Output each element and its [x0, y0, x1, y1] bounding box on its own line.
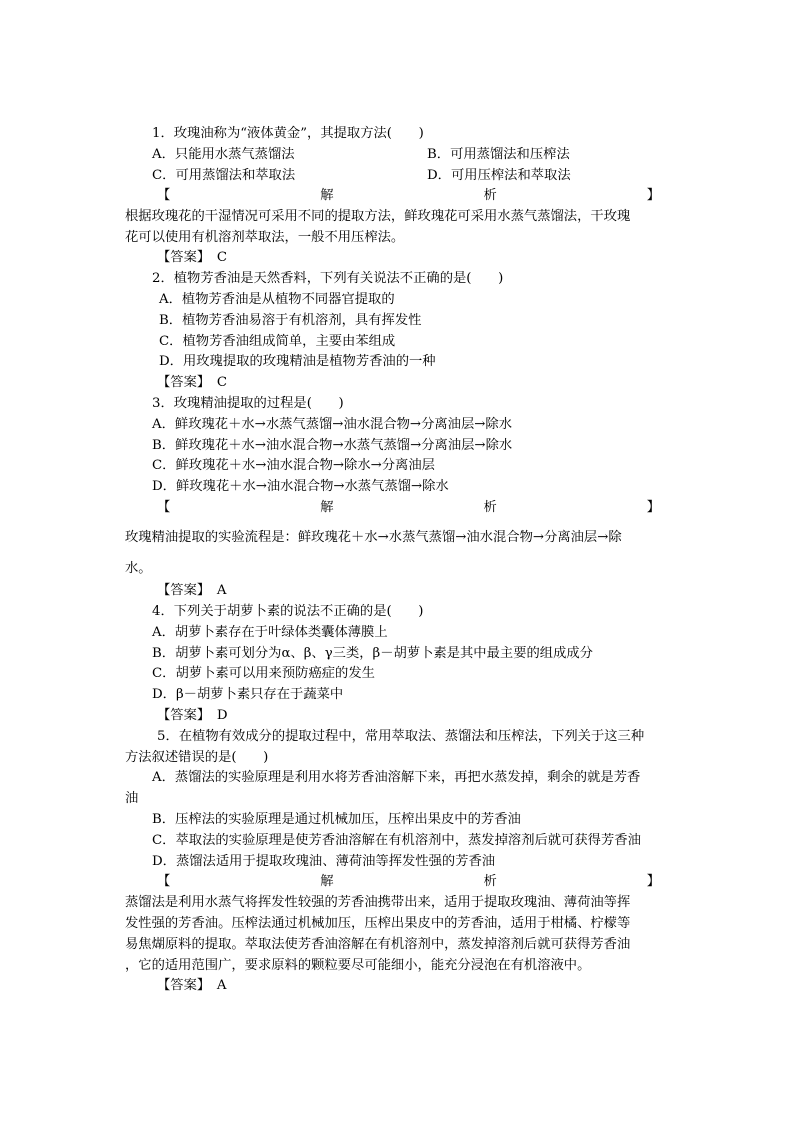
q4-option-d: D．β－胡萝卜素只存在于蔬菜中 — [152, 687, 344, 702]
q4-stem: 4．下列关于胡萝卜素的说法不正确的是( ) — [152, 604, 424, 619]
q3-explanation-label: 【 解 析 】 — [157, 500, 660, 515]
q4-option-c: C．胡萝卜素可以用来预防癌症的发生 — [152, 666, 375, 681]
q2-option-d: D．用玫瑰提取的玫瑰精油是植物芳香油的一种 — [159, 354, 436, 369]
q3-option-a: A．鲜玫瑰花＋水→水蒸气蒸馏→油水混合物→分离油层→除水 — [152, 417, 512, 432]
q3-answer: 【答案】 A — [157, 583, 227, 598]
q1-explanation-label: 【 解 析 】 — [157, 188, 660, 203]
q4-option-b: B．胡萝卜素可划分为α、β、γ三类，β－胡萝卜素是其中最主要的组成成分 — [152, 646, 593, 661]
q1-option-b: B．可用蒸馏法和压榨法 — [427, 147, 570, 162]
q3-option-b: B．鲜玫瑰花＋水→油水混合物→水蒸气蒸馏→分离油层→除水 — [152, 438, 513, 453]
q1-option-d: D．可用压榨法和萃取法 — [427, 168, 571, 183]
q5-explanation-label: 【 解 析 】 — [157, 874, 660, 889]
q5-stem: 方法叙述错误的是( ) — [125, 750, 269, 765]
q4-option-a: A．胡萝卜素存在于叶绿体类囊体薄膜上 — [152, 625, 388, 640]
q1-option-a: A．只能用水蒸气蒸馏法 — [152, 147, 295, 162]
q5-answer: 【答案】 A — [157, 978, 227, 993]
q1-option-c: C．可用蒸馏法和萃取法 — [152, 168, 296, 183]
q5-option-d: D．蒸馏法适用于提取玫瑰油、薄荷油等挥发性强的芳香油 — [152, 854, 496, 869]
q5-option-c: C．萃取法的实验原理是使芳香油溶解在有机溶剂中，蒸发掉溶剂后就可获得芳香油 — [152, 833, 641, 848]
q3-explanation-line: 水。 — [125, 561, 152, 576]
q2-option-b: B．植物芳香油易溶于有机溶剂，具有挥发性 — [159, 313, 422, 328]
q3-option-d: D．鲜玫瑰花＋水→油水混合物→水蒸气蒸馏→除水 — [152, 479, 449, 494]
q5-option-a: 油 — [125, 791, 139, 806]
q1-explanation-line: 花可以使用有机溶剂萃取法，一般不用压榨法。 — [125, 230, 405, 245]
q2-option-a: A．植物芳香油是从植物不同器官提取的 — [159, 292, 395, 307]
q5-explanation-line: 发性强的芳香油。压榨法通过机械加压，压榨出果皮中的芳香油，适用于柑橘、柠檬等 — [125, 916, 631, 931]
q3-option-c: C．鲜玫瑰花＋水→油水混合物→除水→分离油层 — [152, 458, 435, 473]
q5-explanation-line: ，它的适用范围广，要求原料的颗粒要尽可能细小，能充分浸泡在有机溶液中。 — [125, 958, 591, 973]
q5-stem: 5．在植物有效成分的提取过程中，常用萃取法、蒸馏法和压榨法，下列关于这三种 — [157, 729, 645, 744]
q3-stem: 3．玫瑰精油提取的过程是( ) — [152, 396, 344, 411]
q5-option-a: A．蒸馏法的实验原理是利用水将芳香油溶解下来，再把水蒸发掉，剩余的就是芳香 — [152, 770, 641, 785]
q3-explanation-line: 玫瑰精油提取的实验流程是：鲜玫瑰花＋水→水蒸气蒸馏→油水混合物→分离油层→除 — [125, 530, 622, 545]
q5-explanation-line: 易焦煳原料的提取。萃取法使芳香油溶解在有机溶剂中，蒸发掉溶剂后就可获得芳香油 — [125, 937, 631, 952]
q1-answer: 【答案】 C — [157, 250, 228, 265]
q1-explanation-line: 根据玫瑰花的干湿情况可采用不同的提取方法，鲜玫瑰花可采用水蒸气蒸馏法，干玫瑰 — [125, 209, 631, 224]
q5-explanation-line: 蒸馏法是利用水蒸气将挥发性较强的芳香油携带出来，适用于提取玫瑰油、薄荷油等挥 — [125, 895, 631, 910]
q1-stem: 1．玫瑰油称为“液体黄金”，其提取方法( ) — [152, 126, 424, 141]
q5-option-b: B．压榨法的实验原理是通过机械加压，压榨出果皮中的芳香油 — [152, 812, 521, 827]
q4-answer: 【答案】 D — [157, 708, 228, 723]
q2-option-c: C．植物芳香油组成简单，主要由苯组成 — [159, 334, 396, 349]
q2-stem: 2．植物芳香油是天然香料，下列有关说法不正确的是( ) — [152, 271, 504, 286]
q2-answer: 【答案】 C — [157, 375, 228, 390]
